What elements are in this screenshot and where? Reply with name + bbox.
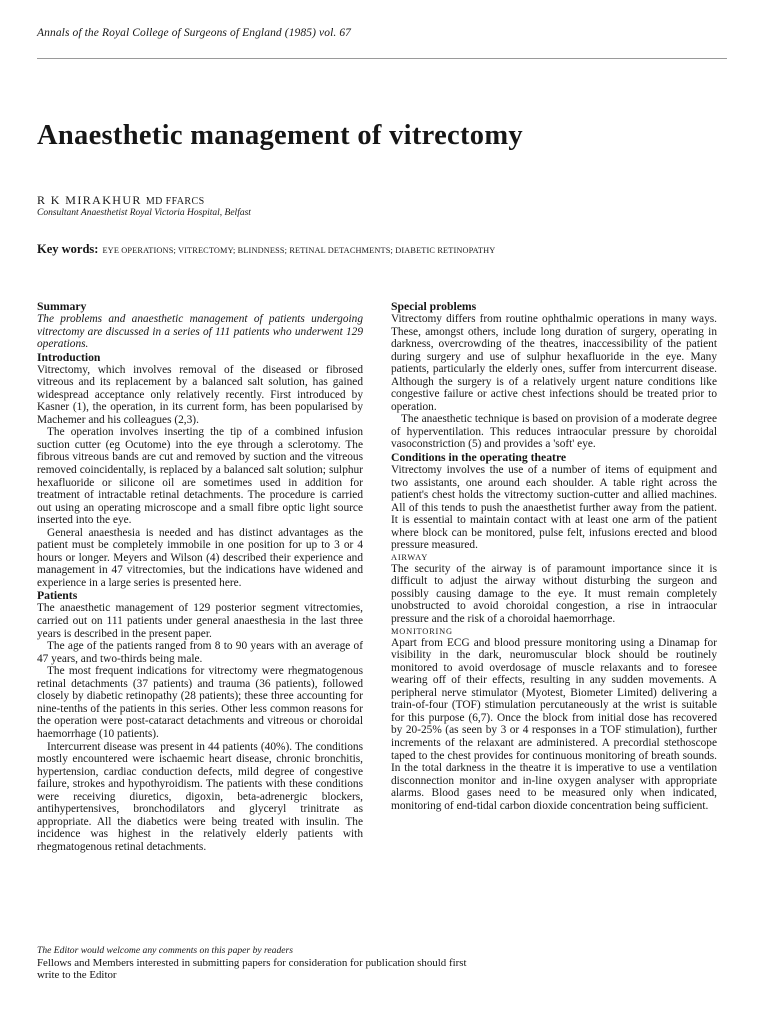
keywords-list: EYE OPERATIONS; VITRECTOMY; BLINDNESS; RETINAL DETACHMENTS; DIABETIC RETINOPATHY xyxy=(102,246,496,255)
patients-paragraph: Intercurrent disease was present in 44 patients (40%). The conditions mostly encountered were ischaemic heart disease, chronic bronchitis, hypertension, cardiac conduction defects, mild degree of congestive failure, strokes and hypothyroidism. The patients with these conditions were receiving diuretics, digoxin, beta-adrenergic blockers, antihypertensives, bronchodilators and glyceryl trinitrate as appropriate. All the diabetics were being treated with insulin. The incidence was highest in the relatively elderly patients with rhegmatogenous retinal detachments. xyxy=(37,740,363,853)
right-column xyxy=(391,300,717,812)
introduction-paragraph: Vitrectomy, which involves removal of the diseased or fibrosed vitreous and its replacement by a balanced salt solution, has gained widespread acceptance only relatively recently. First introduced by Kasner (1), the operation, in its current form, has been popularised by Machemer and his colleagues (2,3). xyxy=(37,363,363,426)
journal-header xyxy=(37,27,351,39)
header-rule xyxy=(37,58,727,59)
conditions-text: Vitrectomy involves the use of a number of items of equipment and two assistants, one around each shoulder. A table right across the patient's chest holds the vitrectomy suction-cutter and allied machines. All of this tends to push the anaesthetist further away from the patient. It is essential to maintain contact with at least one arm of the patient where block can be monitored, pulse felt, infusions erected and blood pressure measured. xyxy=(391,464,717,552)
summary-heading: Summary xyxy=(37,300,87,313)
fellows-note: Fellows and Members interested in submitting papers for consideration for publication should first write to the Editor xyxy=(37,957,467,981)
monitoring-text: Apart from ECG and blood pressure monitoring using a Dinamap for visibility in the dark, neuromuscular block should be routinely monitored to avoid overdosage of muscle relaxants and to foresee wearing off of their effects, resulting in any sudden movements. A peripheral nerve stimulator (Myotest, Biometer Limited) delivering a train-of-four (TOF) stimulation percutaneously at the wrist is suitable for this purpose (6,7). Once the block from initial dose has recovered by 20-25% (as seen by 3 or 4 responses in a TOF stimulation), further increments of the relaxant are administered. A precordial stethoscope taped to the chest provides for continuous monitoring of breath sounds. In the total darkness in the theatre it is imperative to use a ventilation disconnection monitor and in-line oxygen analyser with appropriate alarms. Blood gases need to be measured only when indicated, monitoring of end-tidal carbon dioxide concentration being sufficient. xyxy=(391,636,717,812)
journal-name: Annals of the Royal College of Surgeons of England xyxy=(37,27,282,39)
introduction-paragraph: The operation involves inserting the tip of a combined infusion suction cutter (eg Ocutome) into the eye through a sclerotomy. The fibrous vitreous bands are cut and removed by suction and the vitreous removed coincidentally, is replaced by a balanced salt solution; sulphur hexafluoride or silicone oil are sometimes used in addition for treatment of intractable retinal detachments. The procedure is carried out using an operating microscope and a small fibre optic light source inserted into the eye. xyxy=(37,426,363,527)
keywords-label: Key words: xyxy=(37,242,99,256)
monitoring-heading: MONITORING xyxy=(391,626,453,636)
introduction-heading: Introduction xyxy=(37,350,101,364)
author-degrees: MD FFARCS xyxy=(145,196,205,207)
volume-label: vol. xyxy=(319,27,337,39)
patients-paragraph: The age of the patients ranged from 8 to 90 years with an average of 47 years, and two-thirds being male. xyxy=(37,640,363,665)
special-problems-paragraph: The anaesthetic technique is based on provision of a moderate degree of hyperventilation. This reduces intraocular pressure by choroidal vasoconstriction (5) and provides a 'soft' eye. xyxy=(391,413,717,451)
editor-note: The Editor would welcome any comments on this paper by readers xyxy=(37,945,293,956)
author-name: R K MIRAKHUR xyxy=(37,193,142,207)
summary-text: The problems and anaesthetic management of patients undergoing vitrectomy are discussed in a series of 111 patients who underwent 129 operations. xyxy=(37,313,363,351)
patients-heading: Patients xyxy=(37,589,78,603)
volume-number: 67 xyxy=(339,27,352,39)
left-column xyxy=(37,300,363,853)
patients-paragraph: The anaesthetic management of 129 posterior segment vitrectomies, carried out on 111 patients under general anaesthesia in the last three years is described in the present paper. xyxy=(37,602,363,640)
special-problems-heading: Special problems xyxy=(391,300,477,313)
author-line xyxy=(37,193,205,208)
author-affiliation: Consultant Anaesthetist Royal Victoria Hospital, Belfast xyxy=(37,208,251,218)
introduction-paragraph: General anaesthesia is needed and has distinct advantages as the patient must be completely immobile in one position for up to 3 or 4 hours or longer. Meyers and Wilson (4) described their experience and management in 47 vitrectomies, but the indications have widened and experience in a large series is presented here. xyxy=(37,526,363,589)
article-title: Anaesthetic management of vitrectomy xyxy=(37,120,523,151)
keywords xyxy=(37,240,495,258)
journal-year: (1985) xyxy=(284,27,317,39)
conditions-heading: Conditions in the operating theatre xyxy=(391,451,567,465)
special-problems-paragraph: Vitrectomy differs from routine ophthalmic operations in many ways. These, amongst others, include long duration of surgery, operating in darkness, overcrowding of the theatres, inaccessibility of the patient during surgery and use of sulphur hexafluoride in the eye. Many patients, particularly the elderly ones, suffer from intercurrent disease. Although the surgery is of a relatively urgent nature conditions like congestive failure or active chest infections should be treated prior to operation. xyxy=(391,313,717,413)
patients-paragraph: The most frequent indications for vitrectomy were rhegmatogenous retinal detachments (37 patients) and trauma (36 patients), followed closely by diabetic retinopathy (28 patients); these three accounting for nine-tenths of the patients in this series. Other less common reasons for the operation were post-cataract detachments and vitreous or choroidal haemorrhage (10 patients). xyxy=(37,665,363,740)
airway-heading: AIRWAY xyxy=(391,552,429,562)
airway-text: The security of the airway is of paramount importance since it is difficult to adjust the airway without disturbing the surgeon and possibly causing damage to the eye. It must remain completely unobstructed to avoid choroidal congestion, a rise in intraocular pressure and the risk of a choroidal haemorrhage. xyxy=(391,562,717,626)
